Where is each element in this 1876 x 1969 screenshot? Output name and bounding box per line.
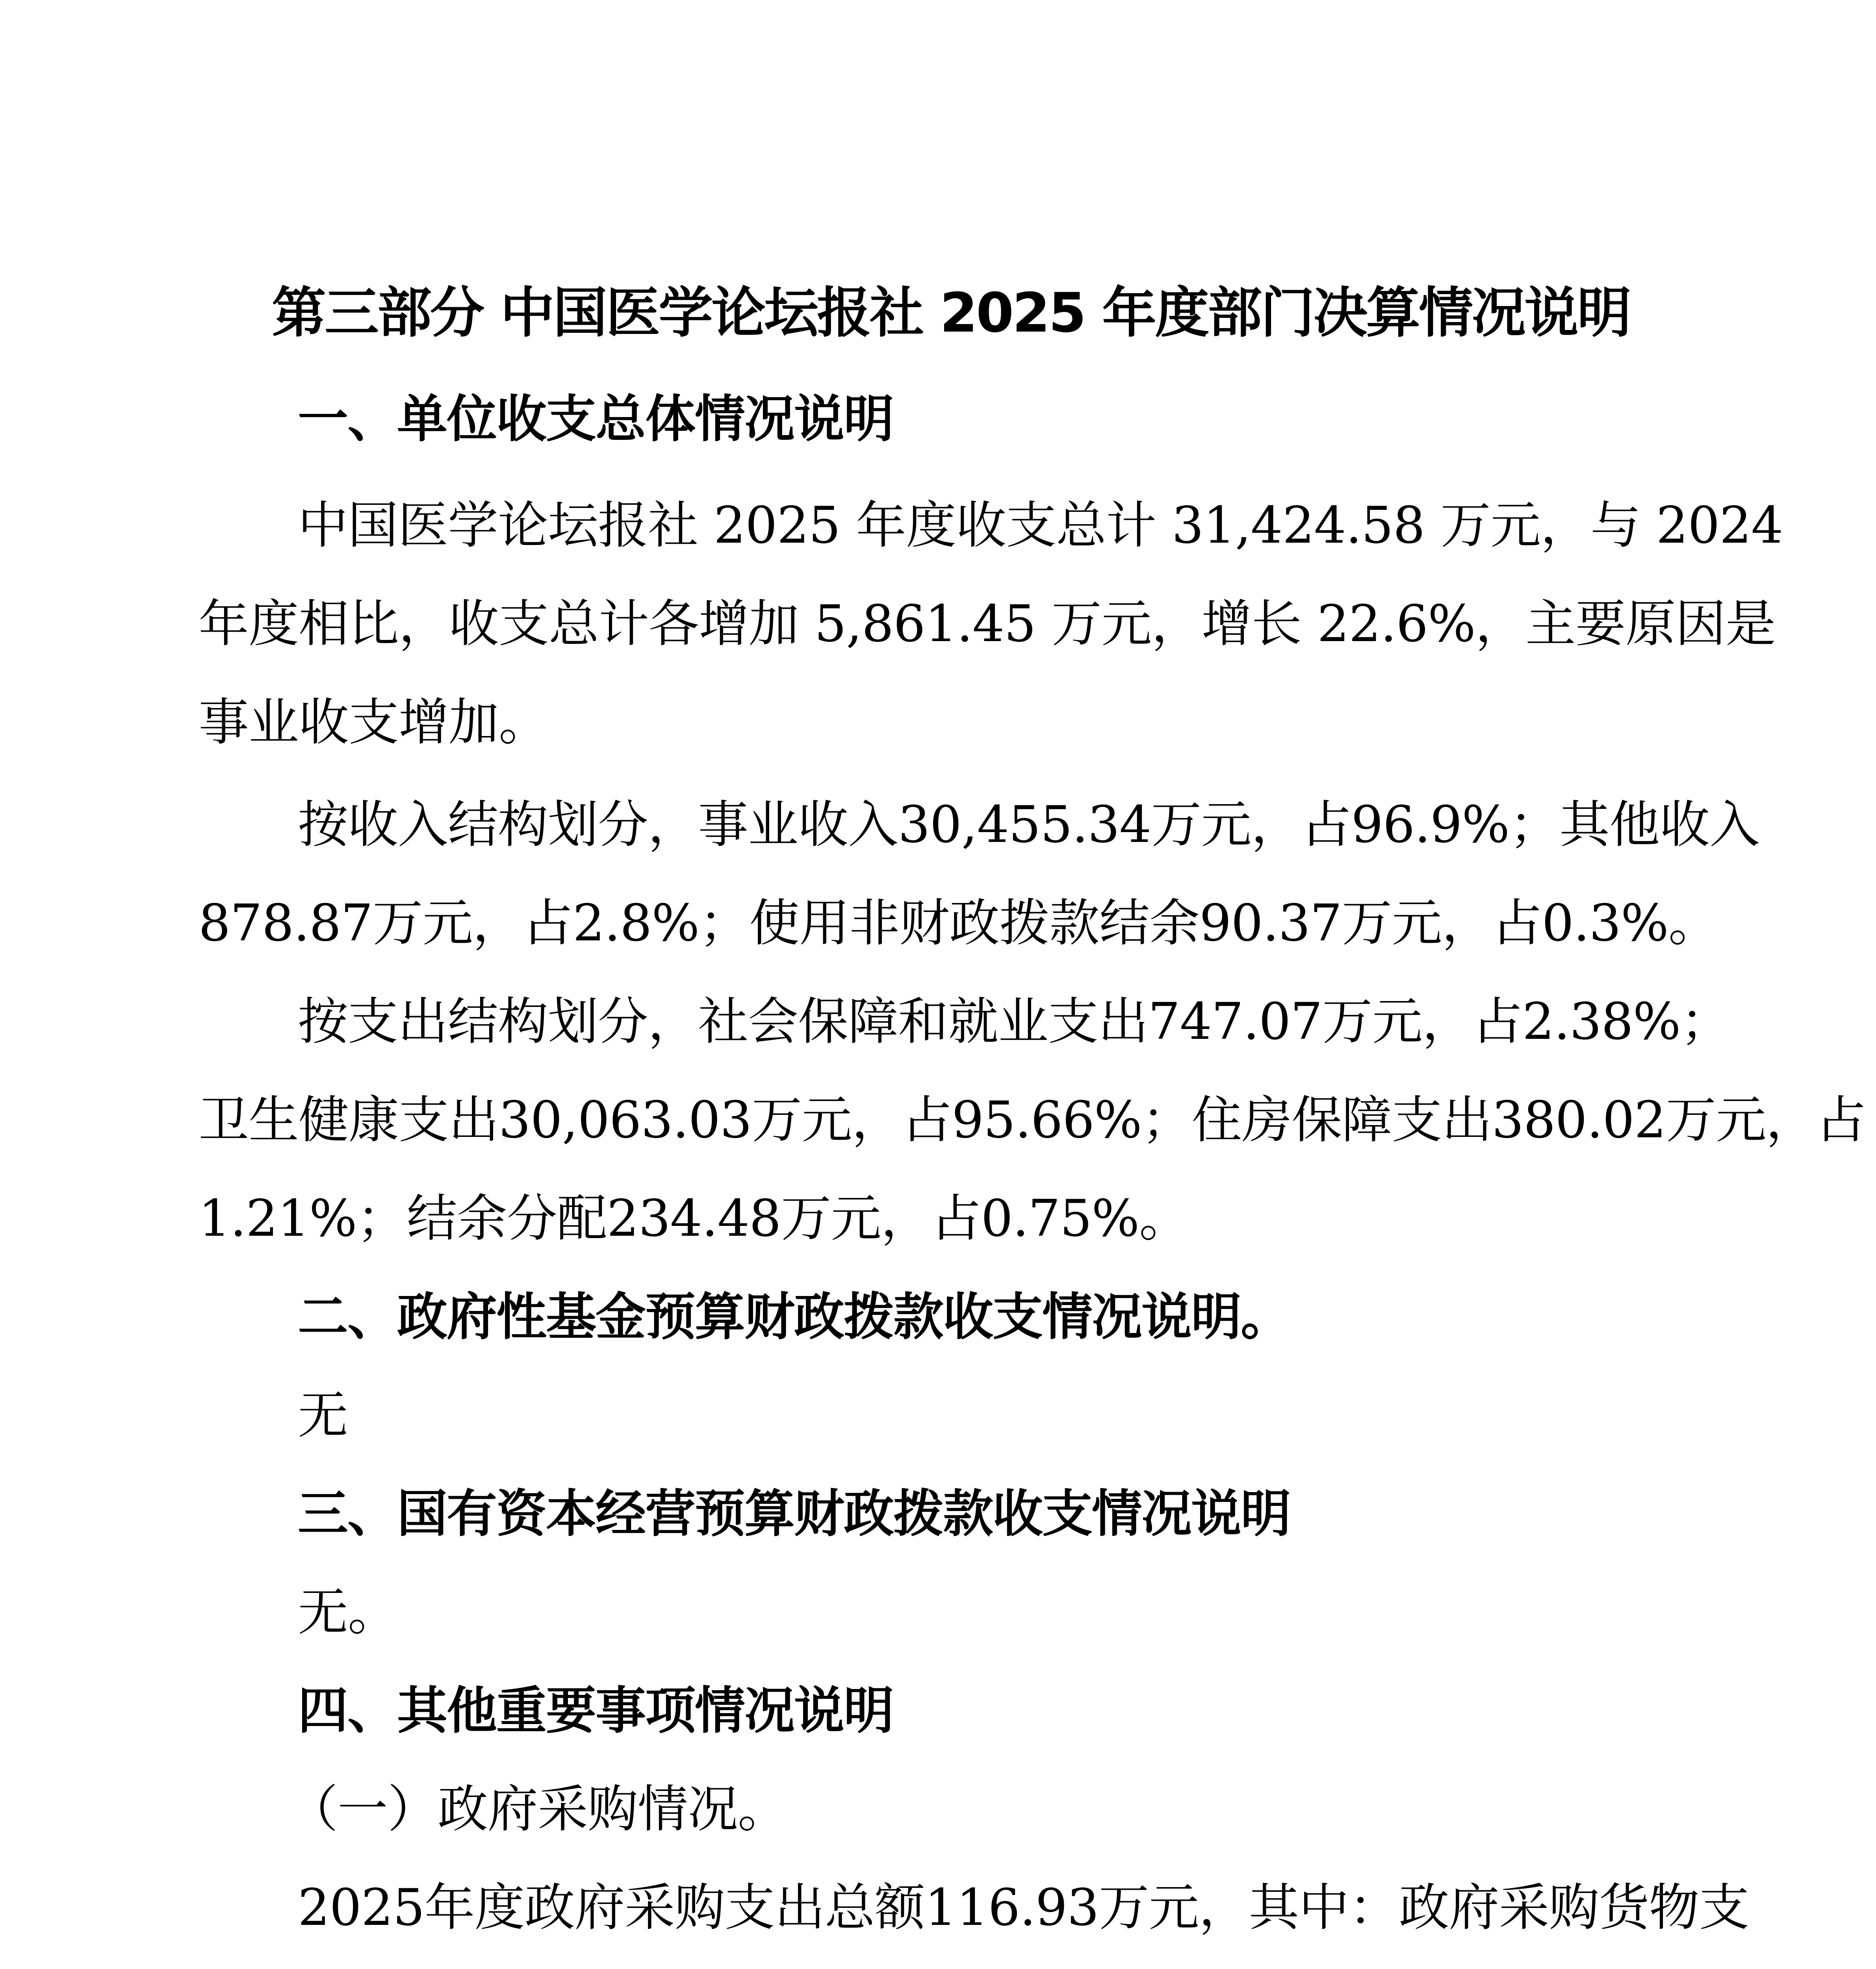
paragraph-line: 年度相比，收支总计各增加 5,861.45 万元，增长 22.6%，主要原因是 [199, 595, 1776, 653]
paragraph-line: 事业收支增加。 [199, 693, 549, 752]
section-heading-2: 二、政府性基金预算财政拨款收支情况说明。 [298, 1288, 1291, 1346]
section-heading-3: 三、国有资本经营预算财政拨款收支情况说明 [298, 1485, 1291, 1543]
paragraph-line: 按支出结构划分，社会保障和就业支出747.07万元，占2.38%； [298, 992, 1731, 1051]
paragraph-line: 按收入结构划分，事业收入30,455.34万元，占96.9%；其他收入 [298, 795, 1760, 854]
paragraph-line: 无 [298, 1386, 348, 1445]
subsection-heading: （一）政府采购情况。 [288, 1780, 788, 1839]
paragraph-line: 卫生健康支出30,063.03万元，占95.66%；住房保障支出380.02万元，占 [199, 1091, 1866, 1150]
section-heading-4: 四、其他重要事项情况说明 [298, 1682, 894, 1740]
section-heading-1: 一、单位收支总体情况说明 [298, 390, 894, 449]
paragraph-line: 878.87万元，占2.8%；使用非财政拨款结余90.37万元，占0.3%。 [199, 894, 1718, 953]
document-title: 第三部分 中国医学论坛报社 2025 年度部门决算情况说明 [272, 281, 1630, 345]
paragraph-line: 无。 [298, 1583, 398, 1642]
paragraph-line: 1.21%；结余分配234.48万元，占0.75%。 [199, 1189, 1189, 1248]
paragraph-line: 2025年度政府采购支出总额116.93万元，其中：政府采购货物支 [298, 1878, 1749, 1937]
paragraph-line: 中国医学论坛报社 2025 年度收支总计 31,424.58 万元，与 2024 [298, 496, 1783, 555]
